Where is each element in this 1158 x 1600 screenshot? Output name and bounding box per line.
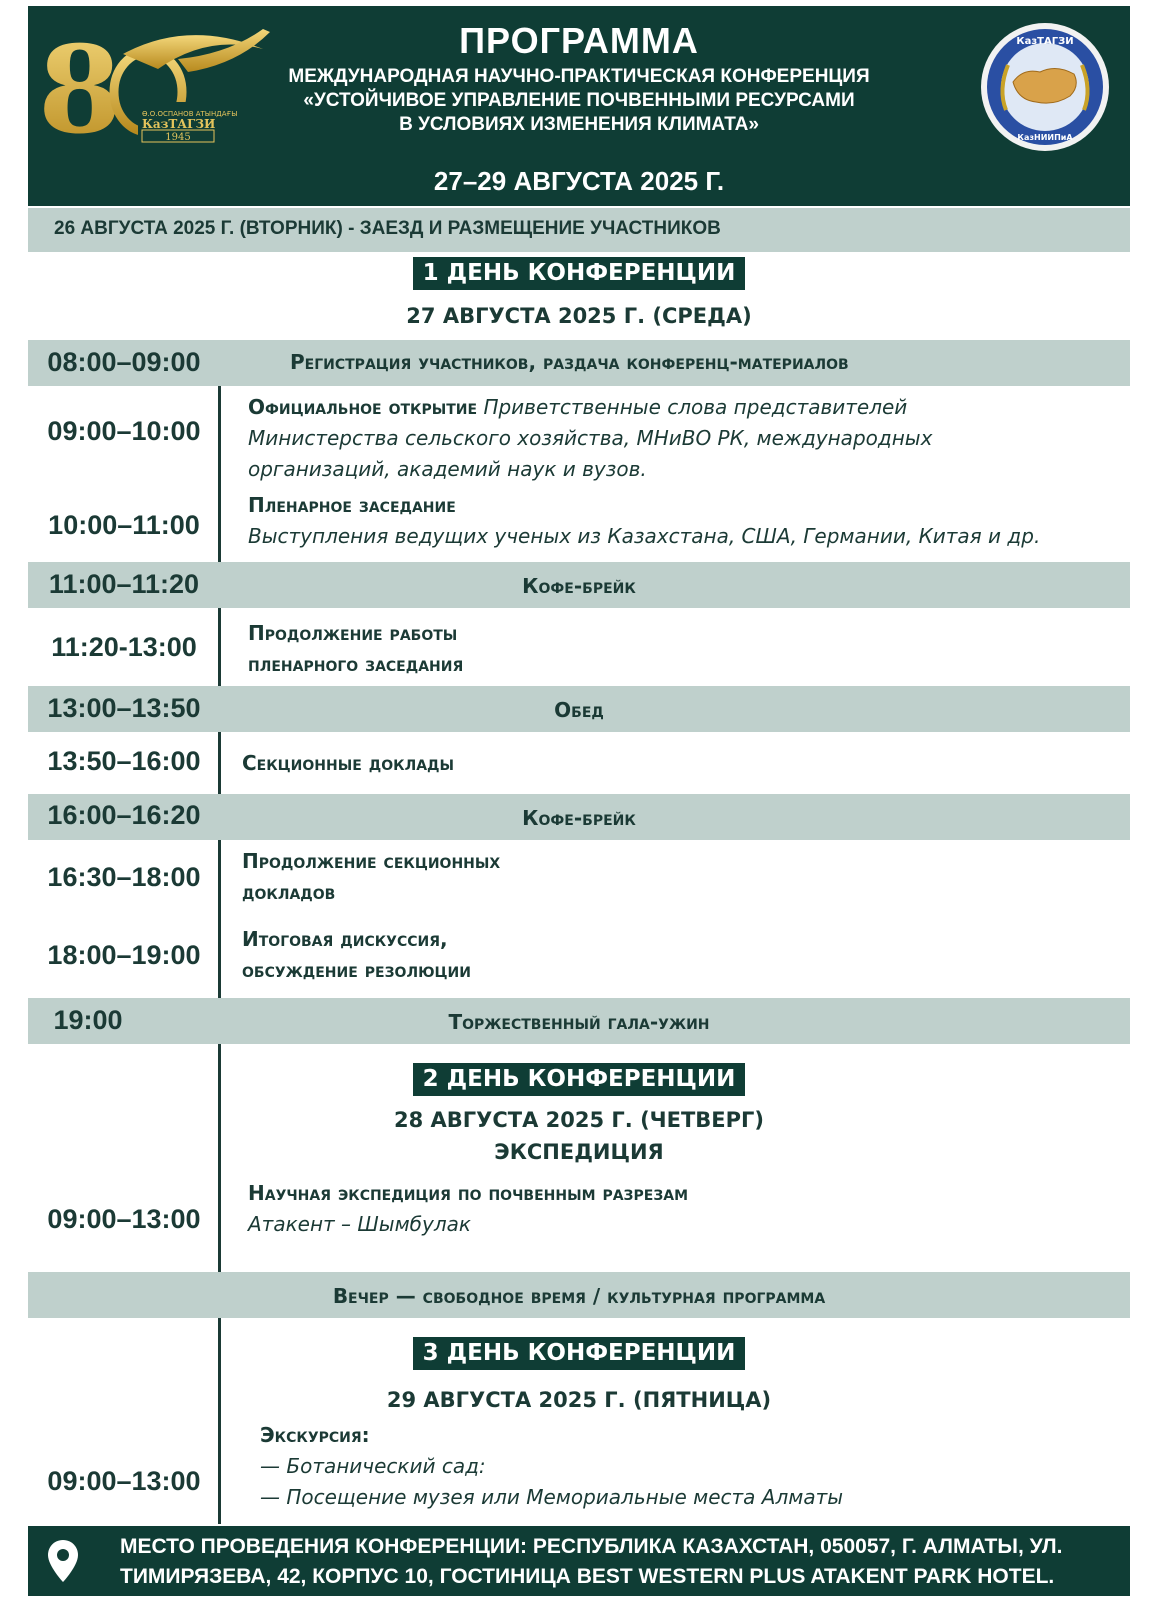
plenary-cont-line1: Продолжение работы [248, 621, 458, 645]
event-opening [248, 392, 1128, 485]
day2-date: 28 АВГУСТА 2025 Г. (ЧЕТВЕРГ) [393, 1108, 765, 1132]
day1-badge-wrap [28, 260, 1130, 286]
venue-address [120, 1532, 1120, 1592]
page-title: ПРОГРАММА [459, 20, 699, 61]
event-plenary [248, 490, 1128, 552]
event-plenary-cont [248, 618, 1128, 680]
time-plenary: 10:00–11:00 [48, 510, 200, 540]
registration-text: Регистрация участников, раздача конференц-материалов [290, 350, 849, 374]
time-sections-cont: 16:30–18:00 [47, 862, 201, 892]
day3-badge: 3 ДЕНЬ КОНФЕРЕНЦИИ [413, 1337, 746, 1370]
time-sections: 13:50–16:00 [47, 746, 201, 776]
excursion-item-1: — Ботанический сад: [260, 1454, 486, 1478]
conference-dates: 27–29 АВГУСТА 2025 Г. [433, 166, 725, 196]
opening-desc-3: организаций, академий наук и вузов. [248, 457, 647, 481]
event-excursion [260, 1420, 1140, 1513]
day1-date: 27 АВГУСТА 2025 Г. (СРЕДА) [406, 304, 752, 328]
logo-right-bottom-text: КазНИИПиА [1017, 133, 1073, 142]
time-expedition: 09:00–13:00 [47, 1204, 201, 1234]
coffee1-text: Кофе-брейк [522, 574, 636, 598]
plenary-cont-line2: пленарного заседания [248, 652, 464, 676]
opening-title: Официальное открытие [248, 395, 478, 419]
day2-badge: 2 ДЕНЬ КОНФЕРЕНЦИИ [413, 1063, 746, 1096]
svg-text:Ө.О.ОСПАНОВ АТЫНДАҒЫ: Ө.О.ОСПАНОВ АТЫНДАҒЫ [142, 110, 238, 118]
opening-desc-1: Приветственные слова представителей [483, 395, 908, 419]
venue-line2: ТИМИРЯЗЕВА, 42, КОРПУС 10, ГОСТИНИЦА BEST WESTERN PLUS ATAKENT PARK HOTEL. [120, 1565, 1055, 1588]
time-plenary-cont: 11:20-13:00 [51, 632, 197, 662]
opening-desc-2: Министерства сельского хозяйства, МНиВО РК, международных [248, 426, 933, 450]
arrival-text: 26 АВГУСТА 2025 Г. (ВТОРНИК) - ЗАЕЗД И РАЗМЕЩЕНИЕ УЧАСТНИКОВ [54, 218, 721, 239]
kazniipia-emblem [978, 20, 1112, 154]
expedition-title: Научная экспедиция по почвенным разрезам [248, 1181, 689, 1205]
day3-badge-wrap [28, 1340, 1130, 1366]
plenary-desc: Выступления ведущих ученых из Казахстана, США, Германии, Китая и др. [248, 524, 1041, 548]
venue-line1: МЕСТО ПРОВЕДЕНИЯ КОНФЕРЕНЦИИ: РЕСПУБЛИКА КАЗАХСТАН, 050057, Г. АЛМАТЫ, УЛ. [120, 1535, 1063, 1558]
location-pin-icon [46, 1538, 80, 1584]
day2-subtitle: ЭКСПЕДИЦИЯ [494, 1140, 664, 1164]
discussion-line2: обсуждение резолюции [242, 958, 471, 982]
svg-text:8: 8 [38, 24, 122, 144]
gala-text: Торжественный гала-ужин [448, 1010, 710, 1034]
venue-footer [28, 1526, 1130, 1596]
lunch-text: Обед [554, 698, 604, 722]
evening-text: Вечер — свободное время / культурная программа [332, 1284, 826, 1308]
excursion-title: Экскурсия: [260, 1423, 370, 1447]
time-registration: 08:00–09:00 [47, 347, 201, 377]
time-coffee1: 11:00–11:20 [48, 569, 200, 599]
event-expedition [248, 1178, 1128, 1240]
conference-type: МЕЖДУНАРОДНАЯ НАУЧНО-ПРАКТИЧЕСКАЯ КОНФЕРЕНЦИЯ [288, 66, 870, 87]
conference-title-line2: В УСЛОВИЯХ ИЗМЕНЕНИЯ КЛИМАТА» [399, 114, 759, 135]
conference-title-line1: «УСТОЙЧИВОЕ УПРАВЛЕНИЕ ПОЧВЕННЫМИ РЕСУРСАМИ [303, 90, 855, 111]
time-discussion: 18:00–19:00 [47, 940, 201, 970]
excursion-item-2: — Посещение музея или Мемориальные места Алматы [260, 1485, 844, 1509]
arrival-bar [28, 208, 1130, 252]
logo-left-year: 1945 [165, 132, 191, 143]
logo-left-text: КазТАГЗИ [142, 117, 216, 131]
event-sections [242, 748, 1122, 779]
plenary-title: Пленарное заседание [248, 493, 456, 517]
time-excursion: 09:00–13:00 [47, 1466, 201, 1496]
schedule-row-gala [28, 998, 1130, 1044]
day3-date: 29 АВГУСТА 2025 Г. (ПЯТНИЦА) [386, 1388, 772, 1412]
expedition-route: Атакент – Шымбулак [248, 1212, 471, 1236]
time-coffee2: 16:00–16:20 [47, 800, 201, 830]
day2-badge-wrap [28, 1066, 1130, 1092]
day1-badge: 1 ДЕНЬ КОНФЕРЕНЦИИ [413, 257, 746, 290]
schedule-row-evening [28, 1272, 1130, 1318]
sections-text: Секционные доклады [242, 751, 455, 775]
time-opening: 09:00–10:00 [47, 416, 201, 446]
header-banner [28, 6, 1130, 206]
event-discussion [242, 924, 1122, 986]
logo-right-top-text: КазТАГЗИ [1016, 36, 1074, 47]
time-lunch: 13:00–13:50 [47, 693, 201, 723]
sections-cont-line1: Продолжение секционных [242, 849, 501, 873]
time-gala: 19:00 [53, 1005, 123, 1035]
discussion-line1: Итоговая дискуссия, [242, 927, 448, 951]
sections-cont-line2: докладов [242, 880, 336, 904]
event-sections-cont [242, 846, 1122, 908]
coffee2-text: Кофе-брейк [522, 806, 636, 830]
